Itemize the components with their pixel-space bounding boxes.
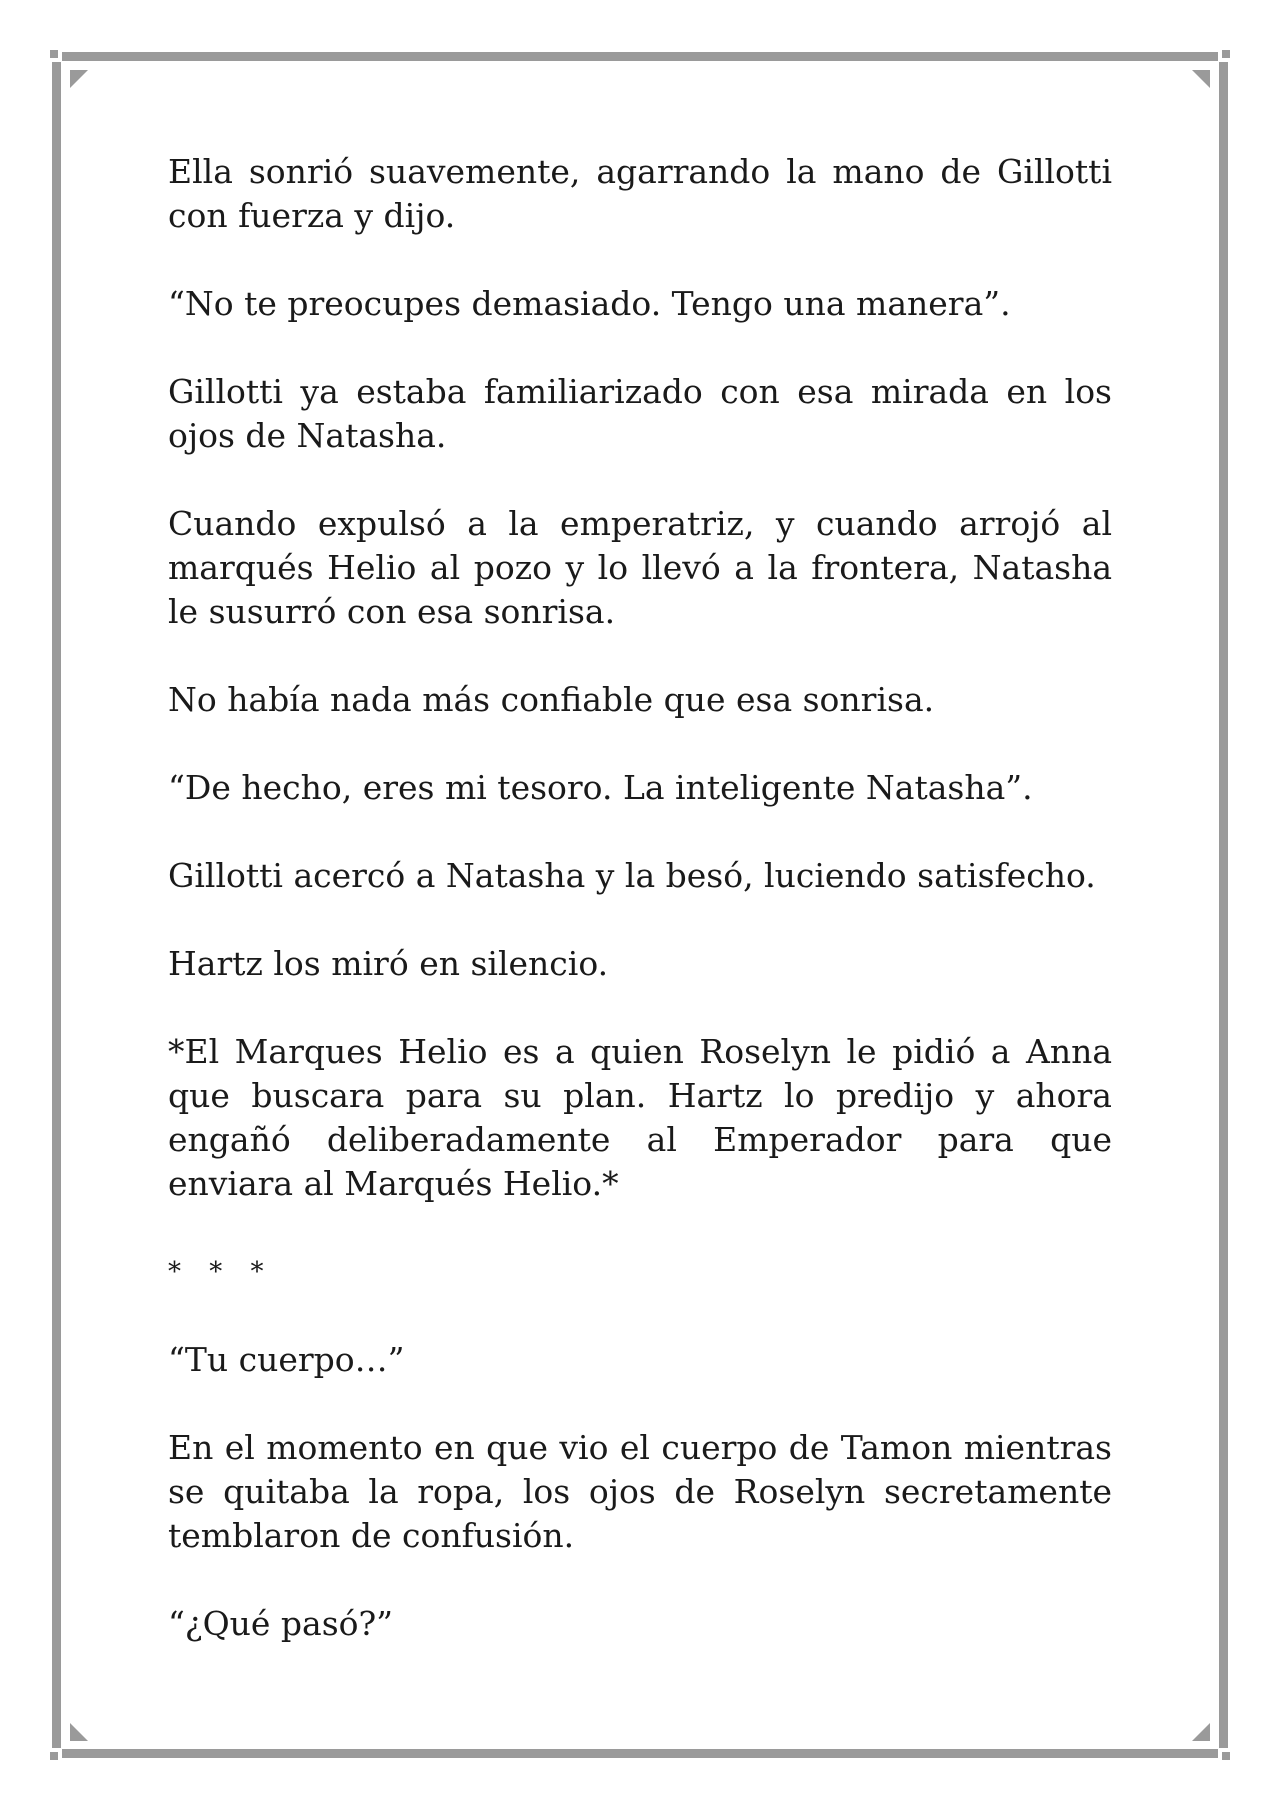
corner-triangle-ornament <box>1192 1723 1210 1741</box>
paragraph: Ella sonrió suavemente, agarrando la mano de Gillotti con fuerza y dijo. <box>168 152 1112 235</box>
paragraph: No había nada más confiable que esa sonrisa. <box>168 680 935 719</box>
paragraph: Gillotti acercó a Natasha y la besó, luciendo satisfecho. <box>168 856 1096 895</box>
paragraph: Hartz los miró en silencio. <box>168 944 609 983</box>
frame-right-border <box>1219 62 1228 1748</box>
frame-corner-ornament <box>50 1752 58 1760</box>
corner-triangle-ornament <box>70 70 88 88</box>
frame-bottom-border <box>62 1749 1218 1758</box>
paragraph: “¿Qué pasó?” <box>168 1604 394 1643</box>
frame-corner-ornament <box>50 50 58 58</box>
frame-top-border <box>62 52 1218 61</box>
paragraph: *El Marques Helio es a quien Roselyn le pidió a Anna que buscara para su plan. Hartz lo predijo y ahora engañó deliberadamente al Emperador para que enviara al Marqués Helio.* <box>168 1032 1112 1203</box>
frame-corner-ornament <box>1222 1752 1230 1760</box>
paragraph: Cuando expulsó a la emperatriz, y cuando arrojó al marqués Helio al pozo y lo llevó a la frontera, Natasha le susurró con esa sonrisa. <box>168 504 1112 631</box>
paragraph: En el momento en que vio el cuerpo de Tamon mientras se quitaba la ropa, los ojos de Roselyn secretamente temblaron de confusión. <box>168 1428 1112 1555</box>
corner-triangle-ornament <box>1192 70 1210 88</box>
frame-left-border <box>52 62 61 1748</box>
corner-triangle-ornament <box>70 1723 88 1741</box>
page-body <box>168 150 1112 1690</box>
paragraph: “De hecho, eres mi tesoro. La inteligente Natasha”. <box>168 768 1033 807</box>
paragraph: “No te preocupes demasiado. Tengo una manera”. <box>168 284 1011 323</box>
scene-separator: * * * <box>168 1257 274 1287</box>
paragraph: Gillotti ya estaba familiarizado con esa mirada en los ojos de Natasha. <box>168 372 1112 455</box>
paragraph: “Tu cuerpo…” <box>168 1340 405 1379</box>
frame-corner-ornament <box>1222 50 1230 58</box>
